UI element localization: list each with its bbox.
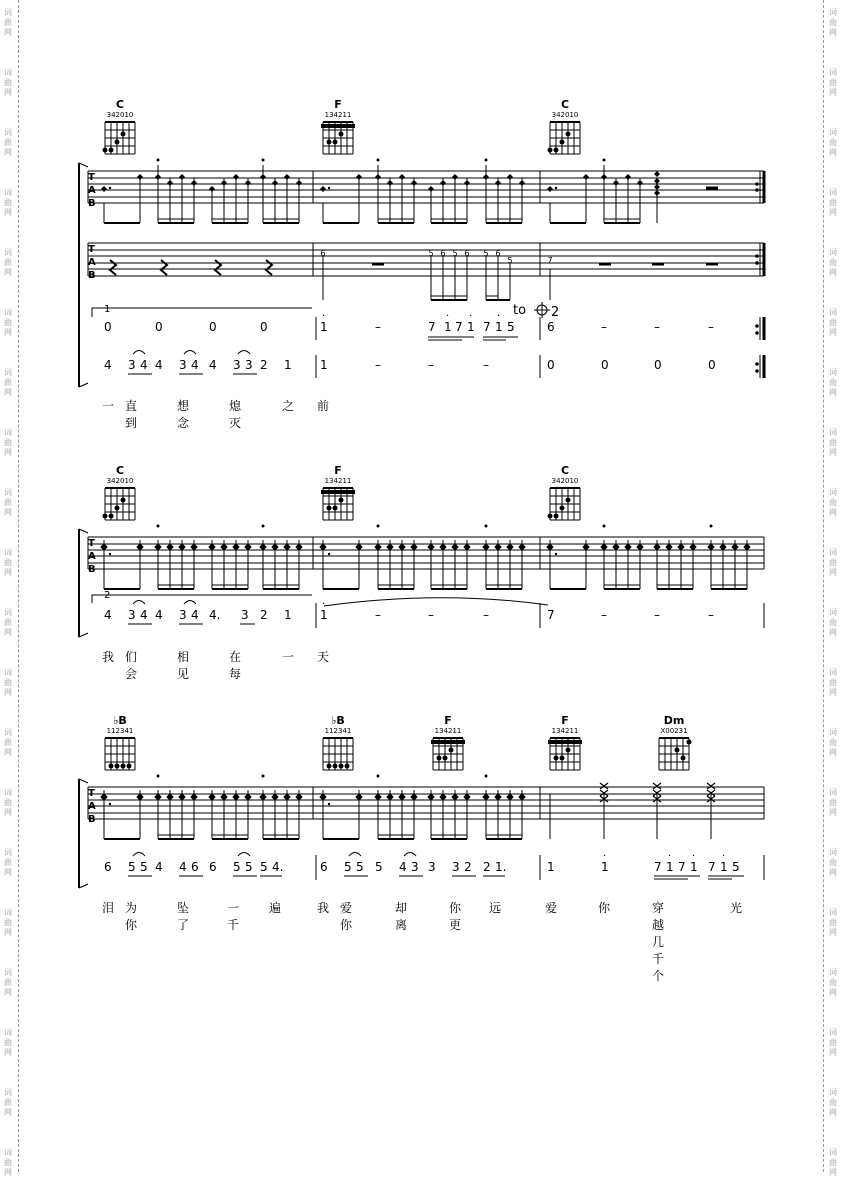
chord-name: C <box>115 464 125 477</box>
melody-note: 4 <box>191 608 199 622</box>
strum-notehead <box>221 794 227 800</box>
lyric-syllable: 爱 <box>545 901 558 915</box>
chord-fingering: 134211 <box>434 727 462 735</box>
watermark-text: 词 曲 网 <box>829 608 837 637</box>
octave-dot: · <box>722 851 726 862</box>
strum-notehead <box>375 794 381 800</box>
melody-note: 5 <box>128 860 136 874</box>
bass-note: 0 <box>654 358 662 372</box>
melody-note: 3 <box>128 608 136 622</box>
melody-note: 6 <box>547 320 555 334</box>
chord-fingering: 134211 <box>324 477 352 485</box>
melody-note: 6 <box>209 860 217 874</box>
melody-note: 5 <box>233 860 241 874</box>
lyric-syllable: 遍 <box>269 901 282 915</box>
coda-number: 2 <box>551 305 560 320</box>
melody-note: 3 <box>452 860 460 874</box>
bass-note: – <box>375 358 381 372</box>
melody-note: 1 <box>720 860 728 874</box>
melody-note: 5 <box>260 860 268 874</box>
strum-notehead <box>507 794 513 800</box>
watermark-text: 词 曲 网 <box>829 1088 837 1117</box>
watermark-text: 词 曲 网 <box>829 848 837 877</box>
octave-dot: · <box>668 851 672 862</box>
chord-name: C <box>560 464 570 477</box>
melody-note: 5 <box>245 860 253 874</box>
strum-notehead <box>296 794 302 800</box>
volta-number: 2 <box>104 590 111 601</box>
melody-note: 4 <box>104 608 112 622</box>
tab-fret-number: 6 <box>495 249 501 258</box>
watermark-text: 词 曲 网 <box>4 428 12 457</box>
watermark-text: 词 曲 网 <box>4 8 12 37</box>
melody-note: 7 <box>678 860 686 874</box>
watermark-text: 词 曲 网 <box>829 368 837 397</box>
melody-note: – <box>483 608 489 622</box>
chord-name: F <box>334 98 342 111</box>
melody-note: 7 <box>708 860 716 874</box>
watermark-text: 词 曲 网 <box>4 788 12 817</box>
strum-notehead <box>387 794 393 800</box>
watermark-text: 词 曲 网 <box>4 548 12 577</box>
bass-note: 4 <box>140 358 148 372</box>
lyric-syllable: 一 <box>102 399 115 413</box>
lyric-syllable: 直到 <box>125 399 138 430</box>
melody-note: 4. <box>209 608 221 622</box>
melody-note: 0 <box>260 320 268 334</box>
melody-note: 7 <box>547 608 555 622</box>
melody-note: 2 <box>464 860 472 874</box>
octave-dot: · <box>603 851 607 862</box>
bass-note: 4 <box>155 358 163 372</box>
lyric-syllable: 我 <box>102 650 115 664</box>
melody-note: 1 <box>601 860 609 874</box>
bass-note: 3 <box>245 358 253 372</box>
melody-note: 5 <box>356 860 364 874</box>
melody-note: 6 <box>104 860 112 874</box>
chord-name: F <box>561 714 569 727</box>
strum-notehead <box>272 794 278 800</box>
bass-note: 3 <box>128 358 136 372</box>
lyric-syllable: 远 <box>489 901 502 915</box>
melody-note: 1 <box>444 320 452 334</box>
watermark-text: 词 曲 网 <box>829 1028 837 1057</box>
tab-letter: T <box>88 244 95 255</box>
watermark-text: 词 曲 网 <box>829 128 837 157</box>
watermark-text: 词 曲 网 <box>4 668 12 697</box>
watermark-text: 词 曲 网 <box>4 488 12 517</box>
melody-note: 1 <box>467 320 475 334</box>
watermark-text: 词 曲 网 <box>829 68 837 97</box>
lyric-syllable: 们会 <box>125 650 138 681</box>
bass-note: 3 <box>233 358 241 372</box>
melody-note: 1 <box>690 860 698 874</box>
watermark-text: 词 曲 网 <box>829 908 837 937</box>
watermark-text: 词 曲 网 <box>829 788 837 817</box>
melody-note: 6 <box>320 860 328 874</box>
melody-note: 4 <box>140 608 148 622</box>
bass-note: 1 <box>284 358 292 372</box>
watermark-text: 词 曲 网 <box>829 428 837 457</box>
melody-note: 5 <box>344 860 352 874</box>
melody-note: 3 <box>411 860 419 874</box>
tab-letter: B <box>88 198 96 209</box>
lyric-syllable: 一 <box>282 650 295 664</box>
watermark-text: 词 曲 网 <box>829 728 837 757</box>
lyric-syllable: 天 <box>317 650 330 664</box>
melody-note: 1 <box>666 860 674 874</box>
chord-fingering: X00231 <box>660 727 688 735</box>
tab-letter: A <box>88 185 96 196</box>
watermark-text: 词 曲 网 <box>4 1088 12 1117</box>
chord-fingering: 134211 <box>551 727 579 735</box>
tab-fret-number: 5 <box>507 256 513 265</box>
bass-note: – <box>428 358 434 372</box>
lyric-syllable: 为你 <box>125 901 138 932</box>
strum-notehead <box>428 794 434 800</box>
lyric-syllable: 爱你 <box>340 901 353 932</box>
watermark-text: 词 曲 网 <box>4 728 12 757</box>
lyric-syllable: 光 <box>730 901 743 915</box>
melody-note: – <box>708 608 714 622</box>
tab-fret-number: 6 <box>440 249 446 258</box>
watermark-text: 词 曲 网 <box>829 548 837 577</box>
strum-notehead <box>495 794 501 800</box>
strum-notehead <box>209 794 215 800</box>
chord-fingering: 134211 <box>324 111 352 119</box>
strum-notehead <box>440 794 446 800</box>
strum-notehead <box>519 794 525 800</box>
melody-note: 2 <box>483 860 491 874</box>
tab-letter: T <box>88 172 95 183</box>
strum-notehead <box>464 794 470 800</box>
strum-notehead <box>233 794 239 800</box>
melody-note: 3 <box>241 608 249 622</box>
chord-name: F <box>334 464 342 477</box>
strum-notehead <box>137 794 143 800</box>
tab-letter: B <box>88 270 96 281</box>
melody-note: 4. <box>272 860 284 874</box>
tab-fret-number: 5 <box>483 249 489 258</box>
bass-note: 1 <box>320 358 328 372</box>
watermark-text: 词 曲 网 <box>4 128 12 157</box>
chord-name: Dm <box>663 714 685 727</box>
strum-notehead <box>167 794 173 800</box>
lyric-syllable: 之 <box>282 399 295 413</box>
watermark-text: 词 曲 网 <box>4 908 12 937</box>
melody-note: – <box>375 608 381 622</box>
lyric-syllable: 坠了 <box>177 901 190 932</box>
lyric-syllable: 泪 <box>102 901 115 915</box>
melody-note: 5 <box>732 860 740 874</box>
lyric-syllable: 一千 <box>227 901 240 932</box>
melody-note: 7 <box>428 320 436 334</box>
melody-note: 1 <box>547 860 555 874</box>
melody-note: 1 <box>320 320 328 334</box>
chord-name: ♭B <box>331 714 345 727</box>
melody-note: 0 <box>155 320 163 334</box>
strum-notehead <box>179 794 185 800</box>
lyric-syllable: 却离 <box>395 901 408 932</box>
chord-name: ♭B <box>113 714 127 727</box>
strum-notehead <box>452 794 458 800</box>
strum-notehead <box>101 794 107 800</box>
melody-note: – <box>654 320 660 334</box>
strum-notehead <box>399 794 405 800</box>
tab-fret-number: 7 <box>547 256 553 265</box>
chord-name: C <box>560 98 570 111</box>
watermark-text: 词 曲 网 <box>4 1148 12 1177</box>
lyric-syllable: 前 <box>317 399 330 413</box>
tab-fret-number: 6 <box>464 249 470 258</box>
watermark-text: 词 曲 网 <box>829 668 837 697</box>
strum-notehead <box>483 794 489 800</box>
watermark-text: 词 曲 网 <box>4 368 12 397</box>
melody-note: 1. <box>495 860 507 874</box>
watermark-text: 词 曲 网 <box>4 308 12 337</box>
watermark-text: 词 曲 网 <box>829 8 837 37</box>
chord-fingering: 112341 <box>106 727 134 735</box>
melody-note: 7 <box>455 320 463 334</box>
lyric-syllable: 熄灭 <box>229 399 242 430</box>
bass-note: 2 <box>260 358 268 372</box>
watermark-text: 词 曲 网 <box>4 968 12 997</box>
watermark-text: 词 曲 网 <box>4 68 12 97</box>
melody-note: 1 <box>495 320 503 334</box>
tab-fret-number: 5 <box>452 249 458 258</box>
melody-note: 7 <box>483 320 491 334</box>
bass-note: 4 <box>209 358 217 372</box>
melody-note: 2 <box>260 608 268 622</box>
octave-dot: · <box>322 311 326 322</box>
chord-fingering: 342010 <box>551 477 579 485</box>
lyric-syllable: 想念 <box>177 399 190 430</box>
watermark-text: 词 曲 网 <box>4 188 12 217</box>
to-coda-label: to <box>513 303 527 318</box>
melody-note: – <box>708 320 714 334</box>
melody-note: – <box>654 608 660 622</box>
lyric-syllable: 相见 <box>177 650 190 681</box>
melody-note: 0 <box>209 320 217 334</box>
melody-note: 4 <box>179 860 187 874</box>
melody-note: 1 <box>320 608 328 622</box>
strum-notehead <box>411 794 417 800</box>
melody-note: 3 <box>179 608 187 622</box>
watermark-text: 词 曲 网 <box>829 968 837 997</box>
bass-note: – <box>483 358 489 372</box>
melody-note: 5 <box>507 320 515 334</box>
melody-note: – <box>375 320 381 334</box>
bass-note: 0 <box>601 358 609 372</box>
strum-notehead <box>155 794 161 800</box>
watermark-text: 词 曲 网 <box>829 488 837 517</box>
chord-fingering: 342010 <box>106 477 134 485</box>
watermark-text: 词 曲 网 <box>829 248 837 277</box>
lyric-syllable: 穿越几千个 <box>652 901 665 983</box>
lyric-syllable: 你 <box>598 901 611 915</box>
octave-dot: · <box>469 311 473 322</box>
tab-fret-number: 6 <box>320 249 326 258</box>
volta-number: 1 <box>104 304 111 315</box>
melody-note: 0 <box>104 320 112 334</box>
tab-letter: A <box>88 257 96 268</box>
bass-note: 4 <box>191 358 199 372</box>
melody-note: – <box>601 320 607 334</box>
melody-note: 4 <box>399 860 407 874</box>
bass-note: 0 <box>708 358 716 372</box>
melody-note: 5 <box>140 860 148 874</box>
chord-name: C <box>115 98 125 111</box>
melody-note: 7 <box>654 860 662 874</box>
chord-name: F <box>444 714 452 727</box>
tab-letter: B <box>88 814 96 825</box>
lyric-syllable: 我 <box>317 901 330 915</box>
bass-note: 3 <box>179 358 187 372</box>
strum-notehead <box>245 794 251 800</box>
bass-note: 4 <box>104 358 112 372</box>
melody-note: 4 <box>155 860 163 874</box>
tab-letter: T <box>88 788 95 799</box>
watermark-text: 词 曲 网 <box>4 608 12 637</box>
watermark-text: 词 曲 网 <box>829 308 837 337</box>
chord-fingering: 342010 <box>551 111 579 119</box>
chord-fingering: 112341 <box>324 727 352 735</box>
tab-letter: A <box>88 551 96 562</box>
tab-letter: B <box>88 564 96 575</box>
octave-dot: · <box>322 599 326 610</box>
tab-letter: T <box>88 538 95 549</box>
melody-note: – <box>601 608 607 622</box>
watermark-text: 词 曲 网 <box>4 248 12 277</box>
octave-dot: · <box>446 311 450 322</box>
octave-dot: · <box>692 851 696 862</box>
watermark-text: 词 曲 网 <box>829 188 837 217</box>
chord-fingering: 342010 <box>106 111 134 119</box>
melody-note: 5 <box>375 860 383 874</box>
watermark-text: 词 曲 网 <box>4 848 12 877</box>
lyric-syllable: 你更 <box>449 901 462 932</box>
strum-notehead <box>191 794 197 800</box>
melody-note: 6 <box>191 860 199 874</box>
tab-fret-number: 5 <box>428 249 434 258</box>
melody-note: 1 <box>284 608 292 622</box>
watermark-text: 词 曲 网 <box>4 1028 12 1057</box>
lyric-syllable: 在每 <box>229 650 242 681</box>
bass-note: 0 <box>547 358 555 372</box>
strum-notehead <box>356 794 362 800</box>
watermark-text: 词 曲 网 <box>829 1148 837 1177</box>
melody-note: – <box>428 608 434 622</box>
tab-letter: A <box>88 801 96 812</box>
strum-notehead <box>320 794 326 800</box>
strum-notehead <box>260 794 266 800</box>
melody-note: 4 <box>155 608 163 622</box>
melody-note: 3 <box>428 860 436 874</box>
octave-dot: · <box>497 311 501 322</box>
strum-notehead <box>284 794 290 800</box>
